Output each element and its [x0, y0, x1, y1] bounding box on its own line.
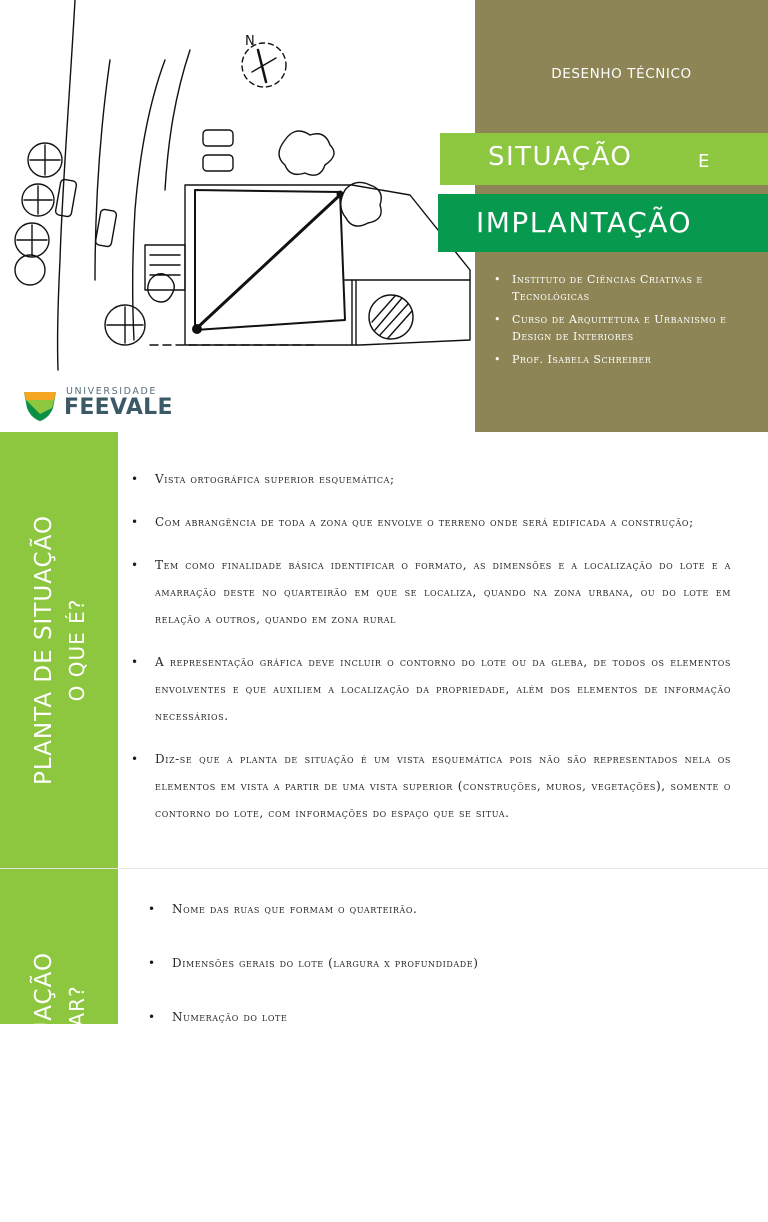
bullet-icon: •	[131, 515, 139, 529]
feevale-logo	[22, 384, 172, 424]
bullet-icon: •	[494, 313, 501, 326]
bullet-icon: •	[131, 472, 139, 486]
definition-list	[131, 466, 731, 827]
title-band-dark	[438, 194, 768, 252]
bullet-icon: •	[494, 353, 501, 366]
list-item: • Nome das ruas que formam o quarteirão.	[148, 896, 738, 950]
bullet-icon: •	[494, 273, 501, 286]
bullet-icon: •	[131, 655, 139, 669]
bullet-icon: •	[148, 956, 156, 970]
list-item: • Vista ortográfica superior esquemática;	[131, 466, 731, 493]
feevale-shield-icon	[22, 386, 58, 422]
list-item: • Tem como finalidade básica identificar o formato, as dimensões e a localização do lote e a amarração deste no quarteirão em que se localiza, quando na zona urbana, ou do lote em relação a outros, quando em zona rural	[131, 552, 731, 633]
list-item: • Dimensões gerais do lote (largura x profundidade)	[148, 950, 738, 1004]
slide3-content	[148, 896, 738, 1058]
course-kicker: DESENHO TÉCNICO	[551, 66, 692, 82]
logo-main-text: FEEVALE	[64, 395, 173, 420]
bullet-icon: •	[148, 902, 156, 916]
bullet-icon: •	[131, 558, 139, 572]
bullet-icon: •	[131, 752, 139, 766]
slide3-side-title	[26, 952, 92, 1222]
info-item: • Prof. Isabela Schreiber	[494, 353, 652, 366]
list-item: • A representação gráfica deve incluir o contorno do lote ou da gleba, de todos os elementos envolventes e que auxiliem a localização da propriedade, além dos elementos de informação necessários.	[131, 649, 731, 730]
logo-top-text: UNIVERSIDADE	[66, 386, 157, 397]
side-title: PLANTA DE SITUAÇÃO	[31, 951, 57, 1222]
site-plan-sketch-image	[0, 0, 470, 370]
list-item: • Numeração do lote	[148, 1004, 738, 1058]
info-item: • Instituto de Ciências Criativas e Tecnológicas	[494, 273, 703, 303]
slide2-side-banner	[0, 432, 118, 868]
side-subtitle: O QUE É?	[65, 598, 89, 702]
side-subtitle: O QUE DETALHAR?	[65, 985, 89, 1189]
detail-list	[148, 896, 738, 1058]
slide3-side-banner	[0, 869, 118, 1222]
institution-info-list	[494, 271, 756, 374]
title-line-1: SITUAÇÃO	[488, 142, 633, 172]
north-label: N	[245, 34, 255, 49]
slide2-side-title	[26, 515, 92, 785]
list-item: • Com abrangência de toda a zona que envolve o terreno onde será edificada a construção;	[131, 509, 731, 536]
bullet-icon: •	[148, 1010, 156, 1024]
slide2-content	[131, 466, 731, 843]
list-item: • Diz-se que a planta de situação é um vista esquemática pois não são representados nela os elementos em vista a partir de uma vista superior (construções, muros, vegetações), somente o contorno do lote, com informações do espaço que se situa.	[131, 746, 731, 827]
title-slide	[0, 0, 768, 432]
title-conjunction: E	[698, 151, 711, 172]
side-title: PLANTA DE SITUAÇÃO	[31, 514, 57, 786]
title-line-2: IMPLANTAÇÃO	[476, 206, 692, 239]
title-band-light	[440, 133, 768, 185]
info-item: • Curso de Arquitetura e Urbanismo e Design de Interiores	[494, 313, 727, 343]
